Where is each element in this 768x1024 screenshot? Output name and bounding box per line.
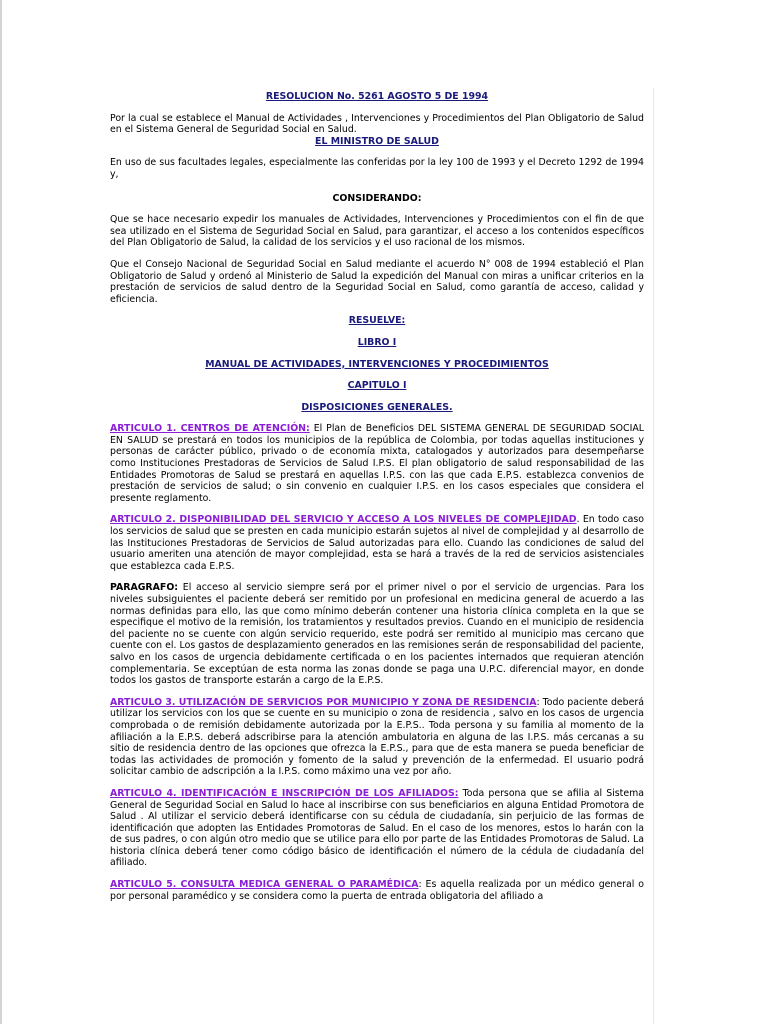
capitulo-heading: CAPITULO I <box>347 380 407 392</box>
considerando-heading: CONSIDERANDO: <box>332 192 422 204</box>
article-2 <box>110 514 644 572</box>
intro-paragraph: Por la cual se establece el Manual de Actividades , Intervenciones y Procedimientos del Plan Obligatorio de Salud en el Sistema General de Seguridad Social en Salud. <box>110 112 644 136</box>
article-3-title: ARTICULO 3. UTILIZACIÓN DE SERVICIOS POR MUNICIPIO Y ZONA DE RESIDENCIA <box>110 696 537 708</box>
article-3 <box>110 697 644 778</box>
minister-heading: EL MINISTRO DE SALUD <box>315 135 439 147</box>
article-1-body: El Plan de Beneficios DEL SISTEMA GENERAL DE SEGURIDAD SOCIAL EN SALUD se prestará en todos los municipios de la república de Colombia, por todas aquellas instituciones y personas de carácter público, privado o de economía mixta, catalogados y autorizados para desempeñarse como Instituciones Prestadoras de Servicios de Salud I.P.S. El plan obligatorio de salud responsabilidad de las Entidades Promotoras de Salud se prestará en aquellas I.P.S. con las que cada E.P.S. establezca convenios de prestación de servicios de salud; o sin convenio en cualquier I.P.S. en los casos especiales que considera el presente reglamento. <box>110 423 644 504</box>
resolution-title: RESOLUCION No. 5261 AGOSTO 5 DE 1994 <box>265 91 489 102</box>
paragrafo <box>110 582 644 686</box>
content-edge-divider <box>653 88 654 1024</box>
document-page <box>110 91 644 902</box>
considerando-paragraph-2: Que el Consejo Nacional de Seguridad Social en Salud mediante el acuerdo N° 008 de 1994 estableció el Plan Obligatorio de Salud y ordenó al Ministerio de Salud la expedición del Manual con miras a unificar criterios en la prestación de servicios de salud dentro de la Seguridad Social en Salud, como garantía de acceso, calidad y eficiencia. <box>110 258 644 305</box>
article-4 <box>110 788 644 869</box>
paragrafo-body: El acceso al servicio siempre será por el primer nivel o por el servicio de urgencias. Para los niveles subsiguientes el paciente deberá ser remitido por un profesional en medicina general de acuerdo a las normas definidas para ello, las que como mínimo deberán contener una historia clínica completa en la que se especifique el motivo de la remisión, los tratamientos y resultados previos. Cuando en el municipio de residencia del paciente no se cuente con algún servicio requerido, este podrá ser remitido al municipio mas cercano que cuente con el. Los gastos de desplazamiento generados en las remisiones serán de responsabilidad del paciente, salvo en los casos de urgencia debidamente certificada o en los pacientes internados que requieran atención complementaria. Se exceptúan de esta norma las zonas donde se paga una U.P.C. diferencial mayor, en donde todos los gastos de transporte estarán a cargo de la E.P.S. <box>110 582 644 687</box>
libro-heading: LIBRO I <box>357 336 397 348</box>
paragrafo-label: PARAGRAFO: <box>110 582 179 594</box>
resuelve-heading: RESUELVE: <box>348 315 406 327</box>
faculties-paragraph: En uso de sus facultades legales, especialmente las conferidas por la ley 100 de 1993 y el Decreto 1292 de 1994 y, <box>110 157 644 180</box>
article-1 <box>110 423 644 504</box>
article-3-body: : Todo paciente deberá utilizar los servicios con los que se cuente en su municipio o zona de residencia , salvo en los casos de urgencia comprobada o de remisión debidamente autorizada por la E.P.S.. Toda persona y su familia al momento de la afiliación a la E.P.S. deberá adscribirse para la atención ambulatoria en alguna de las I.P.S. más cercanas a su sitio de residencia dentro de las opciones que ofrezca la E.P.S., para que de esta manera se pueda beneficiar de todas las actividades de promoción y fomento de la salud y prevención de la enfermedad. El usuario podrá solicitar cambio de adscripción a la I.P.S. como máximo una vez por año. <box>110 696 644 778</box>
manual-heading: MANUAL DE ACTIVIDADES, INTERVENCIONES Y PROCEDIMIENTOS <box>205 358 549 370</box>
article-5-body: : Es aquella realizada por un médico general o por personal paramédico y se considera como la puerta de entrada obligatoria del afiliado a <box>110 879 644 902</box>
page-edge-divider <box>0 0 2 1024</box>
article-4-body: Toda persona que se afilia al Sistema General de Seguridad Social en Salud lo hace al inscribirse con sus beneficiarios en alguna Entidad Promotora de Salud . Al utilizar el servicio deberá identificarse con su cédula de ciudadanía, sin perjuicio de las formas de identificación que adopten las Entidades Promotoras de Salud. En el caso de los menores, estos lo harán con la de sus padres, o con algún otro medio que se utilice para ello por parte de las Entidades Promotoras de Salud. La historia clínica deberá tener como código básico de identificación el número de la cédula de ciudadanía del afiliado. <box>110 787 644 869</box>
article-5-title: ARTICULO 5. CONSULTA MEDICA GENERAL O PARAMÉDICA <box>110 879 419 891</box>
article-5 <box>110 879 644 902</box>
considerando-paragraph-1: Que se hace necesario expedir los manuales de Actividades, Intervenciones y Procedimientos con el fin de que sea utilizado en el Sistema de Seguridad Social en Salud, para garantizar, el acceso a los contenidos específicos del Plan Obligatorio de Salud, la calidad de los servicios y el uso racional de los mismos. <box>110 214 644 249</box>
article-2-title: ARTICULO 2. DISPONIBILIDAD DEL SERVICIO Y ACCESO A LOS NIVELES DE COMPLEJIDAD <box>110 514 577 526</box>
disposiciones-heading: DISPOSICIONES GENERALES. <box>301 401 453 413</box>
article-2-body: . En todo caso los servicios de salud que se presten en cada municipio estarán sujetos al nivel de complejidad y al desarrollo de las Instituciones Prestadoras de Servicios de Salud autorizadas para ello. Cuando las condiciones de salud del usuario ameriten una atención de mayor complejidad, esta se hará a través de la red de servicios asistenciales que establezca cada E.P.S. <box>110 514 644 572</box>
article-1-title: ARTICULO 1. CENTROS DE ATENCIÓN: <box>110 423 310 435</box>
article-4-title: ARTICULO 4. IDENTIFICACIÓN E INSCRIPCIÓN DE LOS AFILIADOS: <box>110 787 459 799</box>
